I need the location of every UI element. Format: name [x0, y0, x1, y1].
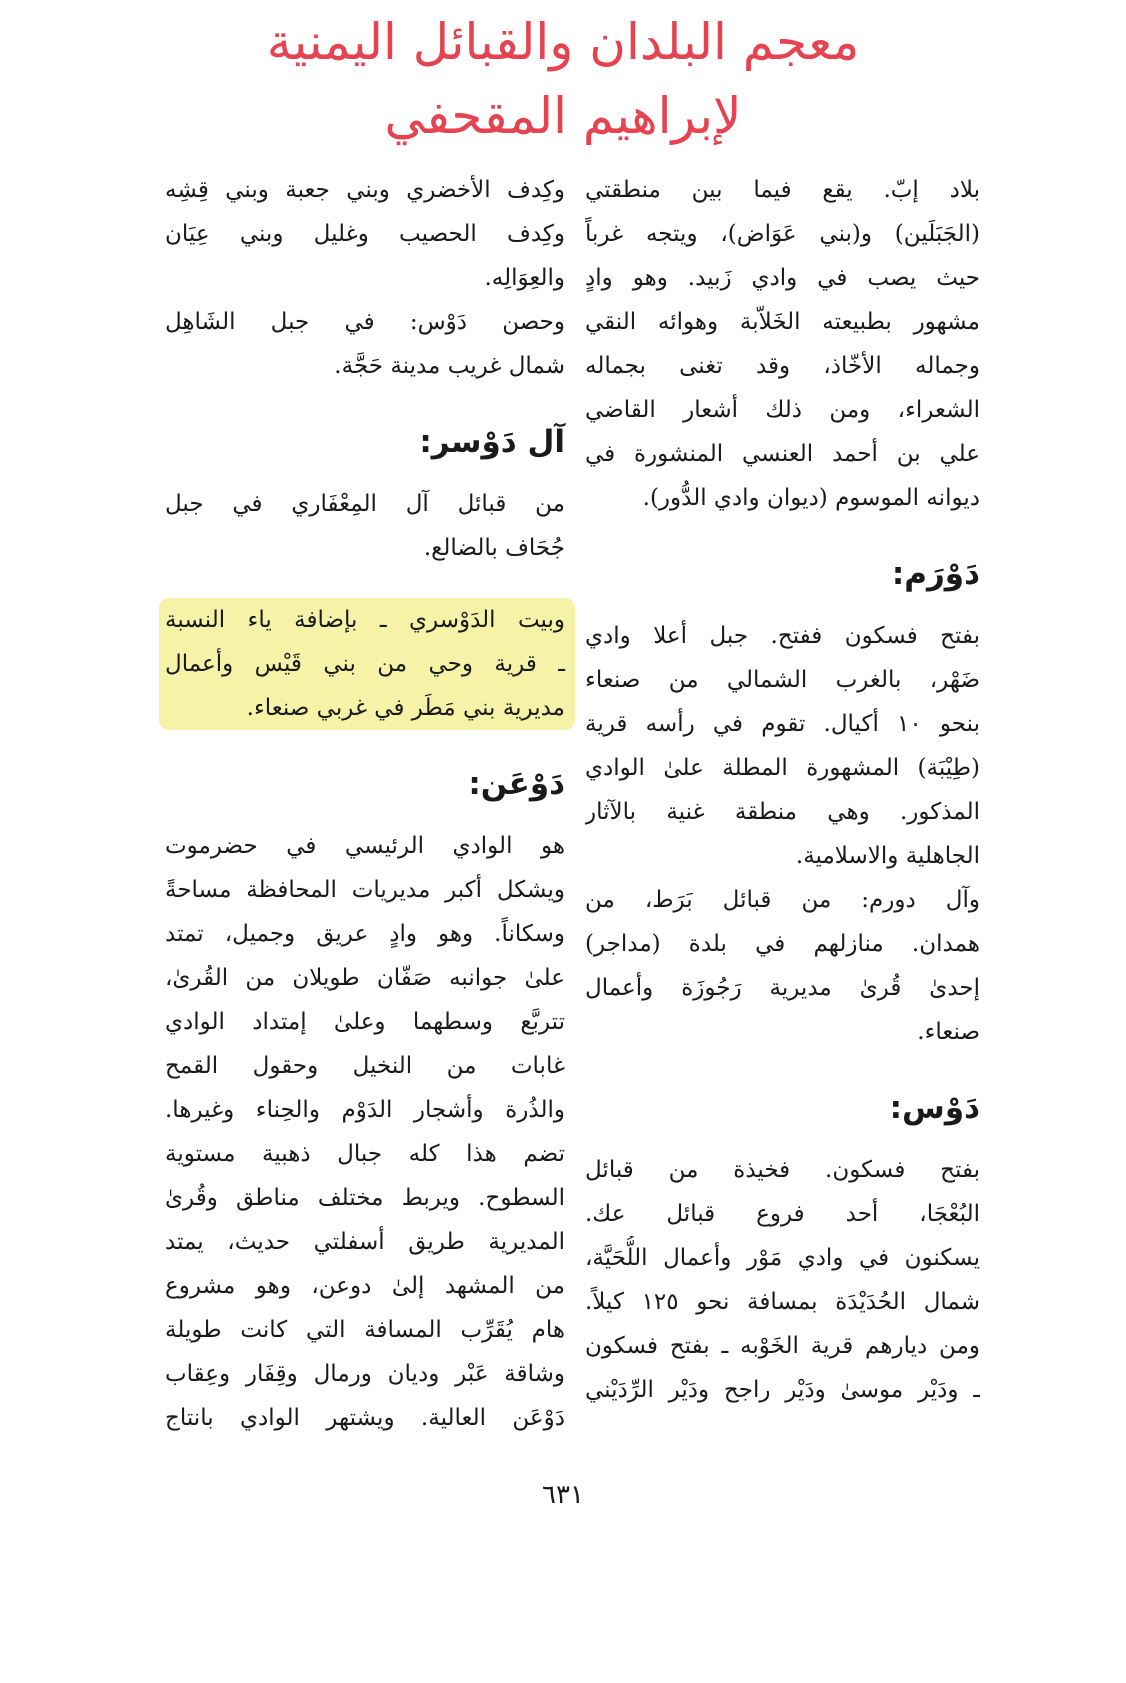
- entry-heading-dawan: دَوْعَن:: [468, 766, 565, 802]
- text-line: بلاد إبّ. يقع فيما بين منطقتي: [585, 177, 980, 203]
- text-line: يسكنون في وادي مَوْر وأعمال اللُّحَيَّة،: [585, 1245, 980, 1271]
- text-line: مشهور بطبيعته الخَلاّبة وهوائه النقي: [585, 309, 980, 335]
- page-title: معجم البلدان والقبائل اليمنية: [266, 13, 860, 71]
- text-line: ومن ديارهم قرية الخَوْبه ـ بفتح فسكون: [585, 1333, 980, 1359]
- text-line: ـ ودَيْر موسىٰ ودَيْر راجح ودَيْر الرِّدَيْني: [585, 1377, 980, 1403]
- text-line: (طِيْبَة) المشهورة المطلة علىٰ الوادي: [585, 755, 980, 781]
- left-text-column: [165, 168, 565, 1440]
- text-line: وكِدف الأخضري وبني جعبة وبني قِشِه: [165, 177, 565, 203]
- entry-heading-dawram: دَوْرَم:: [891, 556, 980, 592]
- text-line: علىٰ جوانبه صَفّان طويلان من القُرىٰ،: [165, 965, 565, 991]
- page-number: ٦٣١: [542, 1480, 584, 1510]
- text-line: بنحو ١٠ أكيال. تقوم في رأسه قرية: [585, 711, 980, 737]
- text-line: تضم هذا كله جبال ذهبية مستوية: [165, 1141, 565, 1167]
- text-line: من المشهد إلىٰ دوعن، وهو مشروع: [165, 1273, 565, 1299]
- page-subtitle-author: لإبراهيم المقحفي: [384, 87, 742, 145]
- text-line: إحدىٰ قُرىٰ مديرية رَجُوزَة وأعمال: [585, 975, 980, 1001]
- paragraph-hisn-daws: [165, 300, 565, 388]
- text-line: علي بن أحمد العنسي المنشورة في: [585, 441, 980, 467]
- paragraph-dawan: [165, 824, 565, 1440]
- text-line: وكِدف الحصيب وغليل وبني عِيَان: [165, 221, 565, 247]
- highlighted-text-line: وبيت الدَوْسري ـ بإضافة ياء النسبة: [159, 598, 575, 642]
- text-line: وحصن دَوْس: في جبل الشَاهِل: [165, 309, 565, 335]
- text-line: المديرية طريق أسفلتي حديث، يمتد: [165, 1229, 565, 1255]
- text-line: حيث يصب في وادي زَبيد. وهو وادٍ: [585, 265, 980, 291]
- text-line: دَوْعَن العالية. ويشتهر الوادي بانتاج: [165, 1405, 565, 1431]
- highlighted-text-line: مديرية بني مَطَر في غربي صنعاء.: [159, 686, 575, 730]
- text-line: بفتح فسكون ففتح. جبل أعلا وادي: [585, 623, 980, 649]
- paragraph-aal-dawram: [585, 878, 980, 1054]
- text-line: وسكاناً. وهو وادٍ عريق وجميل، تمتد: [165, 921, 565, 947]
- text-line: شمال غريب مدينة حَجَّة.: [334, 353, 565, 379]
- text-line: ديوانه الموسوم (ديوان وادي الدُّور).: [642, 485, 980, 511]
- text-line: هام يُقَرِّب المسافة التي كانت طويلة: [165, 1317, 565, 1343]
- text-line: ضَهْر، بالغرب الشمالي من صنعاء: [585, 667, 980, 693]
- highlighted-paragraph-bayt-al-dawsari: [165, 598, 565, 730]
- text-line: السطوح. ويربط مختلف مناطق وقُرىٰ: [165, 1185, 565, 1211]
- text-line: وآل دورم: من قبائل بَرَط، من: [585, 887, 980, 913]
- paragraph-daws: [585, 1148, 980, 1412]
- paragraph-aal-dawsar: [165, 482, 565, 570]
- paragraph-dawram: [585, 614, 980, 878]
- text-line: وشاقة عَبْر وديان ورمال وقِفَار وعِقاب: [165, 1361, 565, 1387]
- text-line: من قبائل آل المِعْفَاري في جبل: [165, 491, 565, 517]
- paragraph-ibb-valley: [585, 168, 980, 520]
- text-line: صنعاء.: [917, 1019, 980, 1045]
- paragraph-kidf-continuation: [165, 168, 565, 300]
- entry-heading-daws: دَوْس:: [889, 1090, 980, 1126]
- text-line: والذُرة وأشجار الدَوْم والحِناء وغيرها.: [165, 1097, 565, 1123]
- text-line: البُعْجَا، أحد فروع قبائل عك.: [585, 1201, 980, 1227]
- text-line: بفتح فسكون. فخيذة من قبائل: [585, 1157, 980, 1183]
- text-line: الشعراء، ومن ذلك أشعار القاضي: [585, 397, 980, 423]
- text-line: وجماله الأخّاذ، وقد تغنى بجماله: [585, 353, 980, 379]
- right-text-column: [585, 168, 980, 1412]
- text-line: تتربَّع وسطهما وعلىٰ إمتداد الوادي: [165, 1009, 565, 1035]
- text-line: جُحَاف بالضالع.: [423, 535, 565, 561]
- text-line: غابات من النخيل وحقول القمح: [165, 1053, 565, 1079]
- text-line: هو الوادي الرئيسي في حضرموت: [165, 833, 565, 859]
- text-line: المذكور. وهي منطقة غنية بالآثار: [585, 799, 980, 825]
- text-line: همدان. منازلهم في بلدة (مداجر): [585, 931, 980, 957]
- highlighted-text-line: ـ قرية وحي من بني قَيْس وأعمال: [159, 642, 575, 686]
- text-line: والعِوَالِه.: [484, 265, 565, 291]
- text-line: (الجَبَلَين) و(بني عَوَاض)، ويتجه غرباً: [585, 221, 980, 247]
- text-line: الجاهلية والاسلامية.: [795, 843, 980, 869]
- text-line: ويشكل أكبر مديريات المحافظة مساحةً: [165, 877, 565, 903]
- entry-heading-aal-dawsar: آل دَوْسر:: [419, 424, 565, 460]
- text-line: شمال الحُدَيْدَة بمسافة نحو ١٢٥ كيلاً.: [585, 1289, 980, 1315]
